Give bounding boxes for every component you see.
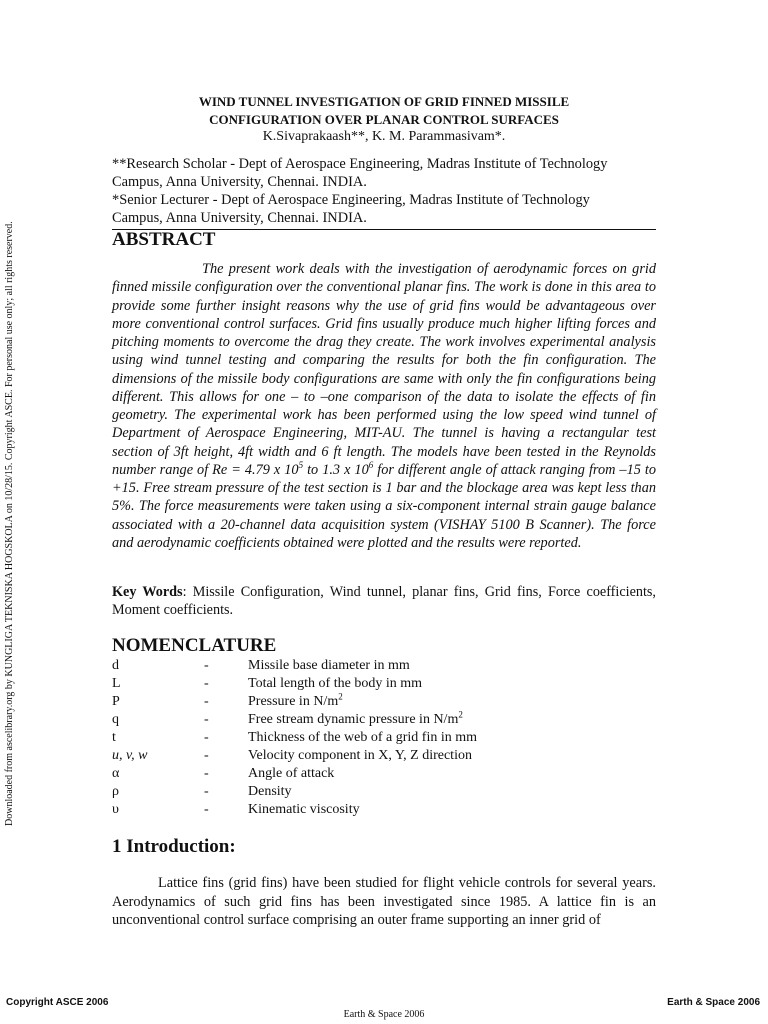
nomenclature-heading: NOMENCLATURE [112, 635, 277, 656]
nomenclature-row: t - Thickness of the web of a grid fin in mm [112, 730, 478, 745]
footer-copyright: Copyright ASCE 2006 [6, 997, 109, 1008]
keywords-label: Key Words [112, 584, 183, 600]
download-notice [3, 196, 17, 826]
nomenclature-row: u, v, w - Velocity component in X, Y, Z direction [112, 748, 472, 763]
nomenclature-row: L - Total length of the body in mm [112, 676, 422, 691]
nomenclature-list [112, 657, 612, 819]
nomenclature-row: α - Angle of attack [112, 766, 335, 781]
download-notice-text: Downloaded from ascelibrary.org by KUNGLIGA TEKNISKA HOGSKOLA on 10/28/15. Copyright ASCE. For personal use only; all rights reserved. [4, 221, 15, 826]
nomenclature-row: υ - Kinematic viscosity [112, 802, 360, 817]
paper-title-line-1: WIND TUNNEL INVESTIGATION OF GRID FINNED MISSILE [198, 94, 570, 109]
abstract-text: The present work deals with the investigation of aerodynamic forces on grid finned missile configuration over the conventional planar fins. The work is done in this area to provide some further insight reasons why the use of grid fins would be advantageous over more conventional control surfaces. Grid fins usually produce much higher lifting forces and pitching moments to overcome the drag they create. The work involves experimental analysis using wind tunnel testing and comparing the results for both the fin configuration. The dimensions of the missile body configurations are same with only the fin configurations being different. This allows for one – to –one comparison of the data to isolate the effects of fin geometry. The experimental work has been performed using the low speed wind tunnel of Department of Aerospace Engineering, MIT-AU. The tunnel is having a rectangular test section of 3ft height, 4ft width and 6 ft length. The models have been tested in the Reynolds number range of Re = 4.79 x $10^5$ to 1.3 x $10^6$ for different angle of attack ranging from –15 to +15. Free stream pressure of the test section is 1 bar and the blockage area was kept less than 5%. The force measurements were taken using a six-component internal strain gauge balance associated with a 20-channel data acquisition system (VISHAY 5100 B Scanner). The force and aerodynamic coefficients obtained were plotted and the results were reported. [112, 261, 656, 551]
footer-conference: Earth & Space 2006 [667, 997, 760, 1008]
nomenclature-row: d - Missile base diameter in mm [112, 658, 410, 673]
keywords [112, 583, 656, 619]
nomenclature-row: P - Pressure in $N/m^2$ [112, 691, 343, 709]
affiliation-line-2: Campus, Anna University, Chennai. INDIA. [112, 174, 367, 190]
affiliation-line-1: **Research Scholar - Dept of Aerospace Engineering, Madras Institute of Technology [112, 156, 608, 172]
abstract-heading: ABSTRACT [112, 229, 216, 250]
affiliation-line-4: Campus, Anna University, Chennai. INDIA. [112, 210, 367, 226]
authors: K.Sivaprakaash**, K. M. Parammasivam*. [262, 129, 506, 144]
introduction-text: Lattice fins (grid fins) have been studied for flight vehicle controls for several years. Aerodynamics of such grid fins has been investigated since 1985. A lattice fin is an unconventional control surface comprising an outer frame supporting an inner grid of [112, 875, 656, 928]
nomenclature-row: q - Free stream dynamic pressure in $N/m^2$ [112, 709, 463, 727]
affiliation-line-3: *Senior Lecturer - Dept of Aerospace Engineering, Madras Institute of Technology [112, 192, 590, 208]
introduction-heading: 1 Introduction: [112, 836, 236, 857]
nomenclature-row: ρ - Density [112, 784, 292, 799]
paper-title-line-2: CONFIGURATION OVER PLANAR CONTROL SURFACES [209, 112, 559, 127]
keywords-text: : Missile Configuration, Wind tunnel, planar fins, Grid fins, Force coefficients, Moment coefficients. [112, 584, 656, 618]
footer-page-label: Earth & Space 2006 [343, 1009, 425, 1020]
